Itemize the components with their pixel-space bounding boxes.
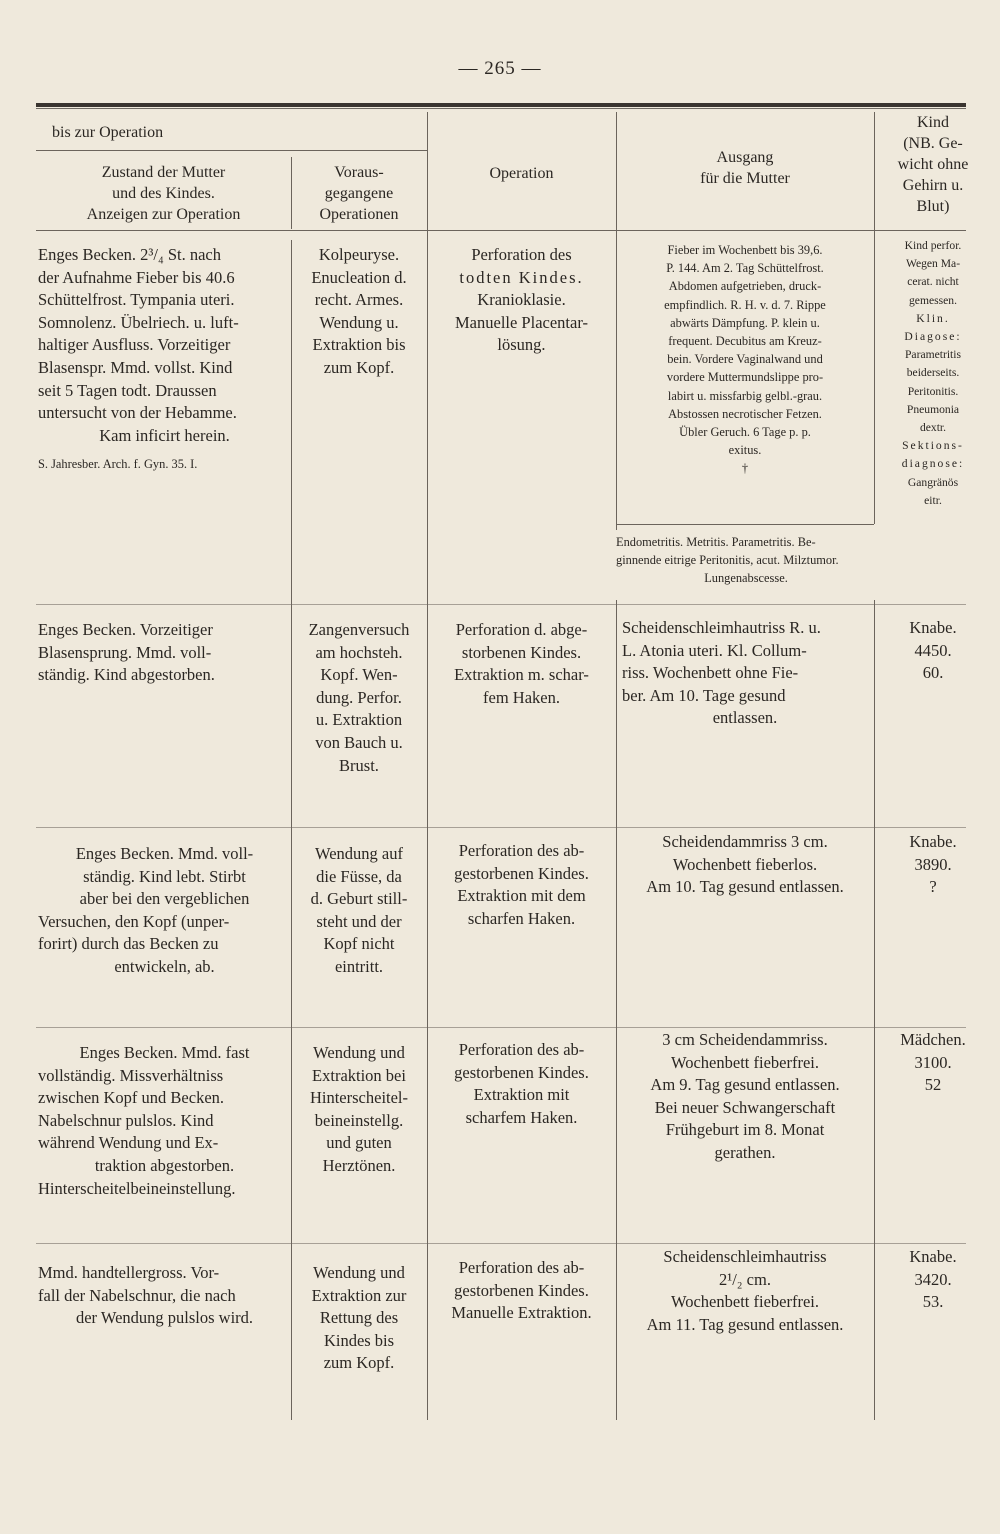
row1-operation bbox=[427, 244, 616, 357]
row1-death-cross: † bbox=[741, 461, 749, 476]
row1-outcome-line: Abdomen aufgetrieben, druck- bbox=[668, 279, 822, 294]
top-rule bbox=[36, 103, 966, 107]
row3-child-line: ? bbox=[929, 877, 937, 897]
row1-child-line: eitr. bbox=[924, 493, 942, 507]
row2-outcome-line: entlassen. bbox=[712, 708, 778, 728]
row1-prior-line: Kolpeuryse. bbox=[318, 245, 400, 264]
row1-child-line: Parametritis bbox=[904, 348, 962, 362]
row2-child-line: 4450. bbox=[914, 640, 952, 660]
row4-prior-line: beineinstellg. bbox=[314, 1110, 404, 1130]
header-col5-line: Blut) bbox=[916, 198, 950, 215]
row1-outcome-line: Abstossen necrotischer Fetzen. bbox=[668, 406, 822, 421]
row1-state-line: Kam inficirt herein. bbox=[99, 425, 230, 445]
row3-state-line: entwickeln, ab. bbox=[114, 956, 215, 976]
header-col4-line: Ausgang bbox=[716, 149, 774, 166]
row3-operation-line: gestorbenen Kindes. bbox=[454, 863, 589, 883]
row2-prior-line: am hochsteh. bbox=[315, 642, 403, 662]
row1-child-line: dextr. bbox=[919, 421, 947, 435]
row1-outcome-line: frequent. Decubitus am Kreuz- bbox=[668, 334, 822, 349]
row4-state-line: während Wendung und Ex- bbox=[38, 1133, 219, 1153]
row5-outcome-line: Am 11. Tag gesund entlassen. bbox=[646, 1314, 844, 1334]
row4-outcome-line: Frühgeburt im 8. Monat bbox=[665, 1120, 825, 1140]
row1-state-line: Blasenspr. Mmd. vollst. Kind bbox=[38, 357, 233, 377]
row1-state-line: der Aufnahme Fieber bis 40.6 bbox=[38, 267, 235, 287]
row4-state-line: Hinterscheitelbeineinstellung. bbox=[38, 1178, 236, 1198]
row1-outcome-line: bein. Vordere Vaginalwand und bbox=[667, 352, 823, 367]
row4-top-line bbox=[36, 1027, 966, 1028]
row1-state-reference: S. Jahresber. Arch. f. Gyn. 35. I. bbox=[38, 457, 198, 472]
row4-state-line: zwischen Kopf und Becken. bbox=[38, 1088, 225, 1108]
row1-operation-line: Manuelle Placentar- bbox=[455, 312, 588, 332]
row4-prior-line: Wendung und bbox=[313, 1043, 405, 1062]
row2-prior-line: u. Extraktion bbox=[315, 710, 403, 730]
row1-autopsy-line: Endometritis. Metritis. Parametritis. Be- bbox=[616, 535, 816, 549]
row3-prior-operations bbox=[291, 843, 427, 979]
row1-child-line: diagnose: bbox=[901, 457, 965, 471]
row3-state-line: Versuchen, den Kopf (unper- bbox=[38, 911, 230, 931]
row1-child-line: Gangränös bbox=[907, 475, 959, 489]
header-col1-line: Zustand der Mutter bbox=[101, 164, 226, 181]
row4-operation-line: Extraktion mit bbox=[473, 1085, 570, 1105]
row5-top-line bbox=[36, 1243, 966, 1244]
row3-operation-line: Perforation des ab- bbox=[458, 841, 585, 860]
row3-state-line: forirt) durch das Becken zu bbox=[38, 934, 219, 954]
row2-outcome-line: riss. Wochenbett ohne Fie- bbox=[622, 663, 799, 683]
row1-prior-operations bbox=[291, 244, 427, 380]
row2-prior-line: Kopf. Wen- bbox=[320, 665, 398, 685]
header-col4 bbox=[616, 147, 874, 189]
row1-child-line: Diagose: bbox=[904, 330, 962, 344]
row4-operation-line: Perforation des ab- bbox=[458, 1040, 585, 1059]
row2-prior-line: Brust. bbox=[339, 755, 379, 775]
header-col2 bbox=[291, 162, 427, 225]
row5-state-line: fall der Nabelschnur, die nach bbox=[38, 1285, 236, 1305]
row4-operation-line: gestorbenen Kindes. bbox=[454, 1062, 589, 1082]
row3-outcome bbox=[616, 831, 874, 899]
row1-outcome-line: P. 144. Am 2. Tag Schüttelfrost. bbox=[666, 261, 824, 276]
row1-outcome bbox=[616, 241, 874, 478]
row1-state-line: Somnolenz. Übelriech. u. luft- bbox=[38, 312, 239, 332]
row5-prior-line: Extraktion zur bbox=[311, 1285, 407, 1305]
row1-child-line: gemessen. bbox=[909, 293, 957, 307]
row5-child-line: Knabe. bbox=[909, 1247, 957, 1266]
row1-operation-line: todten Kindes. bbox=[459, 267, 584, 287]
row4-operation bbox=[427, 1039, 616, 1129]
row3-prior-line: Wendung auf bbox=[314, 844, 404, 863]
row1-outcome-line: Übler Geruch. 6 Tage p. p. bbox=[679, 425, 811, 440]
row2-prior-operations bbox=[291, 619, 427, 777]
row5-outcome bbox=[616, 1246, 874, 1336]
row1-outcome-line: empfindlich. R. H. v. d. 7. Rippe bbox=[664, 297, 826, 312]
row1-child-line: cerat. nicht bbox=[907, 275, 959, 289]
row4-child-line: 52 bbox=[924, 1075, 942, 1095]
row5-outcome-line: Scheidenschleimhautriss bbox=[663, 1247, 827, 1266]
header-col5-line: (NB. Ge- bbox=[903, 135, 963, 152]
row1-prior-line: Extraktion bis bbox=[312, 335, 406, 355]
row2-operation-line: Extraktion m. schar- bbox=[454, 665, 589, 685]
row4-state-line: traktion abgestorben. bbox=[94, 1155, 235, 1175]
header-bottom-line bbox=[36, 230, 966, 231]
row3-child-line: Knabe. bbox=[909, 832, 957, 851]
row3-state bbox=[38, 843, 291, 979]
row1-child-line: Pneumonia bbox=[906, 402, 960, 416]
header-col2-line: Voraus- bbox=[334, 164, 384, 181]
row2-operation bbox=[427, 619, 616, 709]
header-col1 bbox=[36, 162, 291, 225]
row5-prior-operations bbox=[291, 1262, 427, 1375]
row3-child-line: 3890. bbox=[914, 854, 952, 874]
header-col2-line: gegangene bbox=[324, 185, 394, 202]
row4-prior-operations bbox=[291, 1042, 427, 1178]
row2-state-line: ständig. Kind abgestorben. bbox=[38, 665, 215, 685]
row2-outcome-line: L. Atonia uteri. Kl. Collum- bbox=[622, 640, 807, 660]
row3-state-line: ständig. Kind lebt. Stirbt bbox=[83, 866, 246, 886]
row4-outcome-line: Wochenbett fieberfrei. bbox=[670, 1052, 819, 1072]
row5-child-line: 3420. bbox=[914, 1269, 952, 1289]
row1-state bbox=[38, 244, 291, 474]
header-col1-line: Anzeigen zur Operation bbox=[86, 206, 241, 223]
row3-outcome-line: Scheidendammriss 3 cm. bbox=[662, 832, 828, 851]
row5-state-line: Mmd. handtellergross. Vor- bbox=[38, 1263, 220, 1282]
row1-state-line: seit 5 Tagen todt. Draussen bbox=[38, 380, 217, 400]
row5-state-line: der Wendung pulslos wird. bbox=[75, 1308, 254, 1328]
row3-prior-line: d. Geburt still- bbox=[310, 889, 408, 909]
row2-prior-line: von Bauch u. bbox=[315, 732, 403, 752]
row5-child-line: 53. bbox=[922, 1292, 944, 1312]
row2-state bbox=[38, 619, 291, 687]
row2-child bbox=[874, 617, 992, 685]
row1-operation-line: Kranioklasie. bbox=[477, 290, 566, 310]
row2-state-line: Enges Becken. Vorzeitiger bbox=[38, 620, 213, 639]
row4-prior-line: Hinterscheitel- bbox=[309, 1088, 409, 1108]
row3-prior-line: eintritt. bbox=[334, 956, 384, 976]
row5-operation bbox=[427, 1257, 616, 1325]
row5-state bbox=[38, 1262, 291, 1330]
row1-outcome-line: abwärts Dämpfung. P. klein u. bbox=[670, 315, 820, 330]
row1-child-line: Sektions- bbox=[902, 439, 964, 453]
row1-outcome-line: vordere Muttermundslippe pro- bbox=[666, 370, 824, 385]
page-number: — 265 — bbox=[458, 58, 542, 79]
header-col5 bbox=[874, 112, 992, 217]
row5-outcome-line: 2¹/₂ cm. bbox=[719, 1269, 771, 1289]
row5-operation-line: Manuelle Extraktion. bbox=[451, 1303, 592, 1323]
row1-child-line: Peritonitis. bbox=[907, 384, 959, 398]
row4-state-line: Nabelschnur pulslos. Kind bbox=[38, 1110, 214, 1130]
row1-prior-line: zum Kopf. bbox=[323, 357, 395, 377]
row2-operation-line: storbenen Kindes. bbox=[461, 642, 582, 662]
row4-child bbox=[874, 1029, 992, 1097]
row3-prior-line: steht und der bbox=[316, 911, 402, 931]
row2-prior-line: dung. Perfor. bbox=[316, 687, 402, 707]
header-group-label: bis zur Operation bbox=[52, 124, 164, 141]
row5-prior-line: Rettung des bbox=[319, 1308, 399, 1328]
row1-prior-line: recht. Armes. bbox=[314, 290, 404, 310]
row2-operation-line: Perforation d. abge- bbox=[455, 620, 588, 639]
row1-state-line: Schüttelfrost. Tympania uteri. bbox=[38, 290, 235, 310]
row3-prior-line: Kopf nicht bbox=[323, 934, 395, 954]
row1-outcome-line: Fieber im Wochenbett bis 39,6. bbox=[667, 243, 823, 257]
row3-operation-line: scharfen Haken. bbox=[467, 908, 576, 928]
row1-prior-line: Enucleation d. bbox=[311, 267, 407, 287]
row2-child-line: Knabe. bbox=[909, 618, 957, 637]
row3-operation-line: Extraktion mit dem bbox=[457, 886, 586, 906]
header-col5-line: Gehirn u. bbox=[902, 177, 964, 194]
top-rule-thin bbox=[36, 108, 966, 109]
row4-operation-line: scharfem Haken. bbox=[465, 1107, 578, 1127]
row4-child-line: 3100. bbox=[914, 1052, 952, 1072]
header-col1-line: und des Kindes. bbox=[112, 185, 215, 202]
header-col2-line: Operationen bbox=[319, 206, 399, 223]
row3-outcome-line: Wochenbett fieberlos. bbox=[672, 854, 818, 874]
row1-state-line: Enges Becken. 2³/₄ St. nach bbox=[38, 245, 221, 264]
row1-child-line: Wegen Ma- bbox=[905, 257, 961, 271]
row5-child bbox=[874, 1246, 992, 1314]
row3-outcome-line: Am 10. Tag gesund entlassen. bbox=[646, 877, 844, 897]
row3-state-line: aber bei den vergeblichen bbox=[79, 889, 250, 909]
row4-outcome-line: 3 cm Scheidendammriss. bbox=[662, 1030, 828, 1049]
row4-state bbox=[38, 1042, 291, 1200]
row1-child bbox=[874, 237, 992, 510]
row3-state-line: Enges Becken. Mmd. voll- bbox=[75, 844, 254, 863]
row4-prior-line: und guten bbox=[326, 1133, 392, 1153]
row1-child-line: Klin. bbox=[916, 311, 950, 325]
header-col3: Operation bbox=[489, 165, 554, 182]
autopsy-separator bbox=[616, 524, 874, 525]
row4-outcome-line: gerathen. bbox=[714, 1142, 776, 1162]
header-col5-line: wicht ohne bbox=[897, 156, 969, 173]
row5-operation-line: Perforation des ab- bbox=[458, 1258, 585, 1277]
row5-prior-line: Wendung und bbox=[313, 1263, 405, 1282]
row2-outcome bbox=[616, 617, 874, 730]
row2-operation-line: fem Haken. bbox=[483, 687, 560, 707]
row4-outcome-line: Bei neuer Schwangerschaft bbox=[654, 1097, 836, 1117]
row1-prior-line: Wendung u. bbox=[319, 312, 399, 332]
header-col5-line: Kind bbox=[917, 114, 949, 131]
row1-operation-line: lösung. bbox=[497, 335, 546, 355]
row1-state-line: haltiger Ausfluss. Vorzeitiger bbox=[38, 335, 231, 355]
row5-prior-line: Kindes bis bbox=[323, 1330, 395, 1350]
row4-state-line: Enges Becken. Mmd. fast bbox=[79, 1043, 250, 1062]
group-label-underline bbox=[36, 150, 427, 151]
row2-state-line: Blasensprung. Mmd. voll- bbox=[38, 642, 212, 662]
row4-state-line: vollständig. Missverhältniss bbox=[38, 1065, 224, 1085]
row1-autopsy-findings bbox=[616, 533, 976, 588]
row3-top-line bbox=[36, 827, 966, 828]
row4-outcome bbox=[616, 1029, 874, 1165]
row4-child-line: Mädchen. bbox=[900, 1030, 966, 1049]
row2-outcome-line: ber. Am 10. Tage gesund bbox=[622, 685, 786, 705]
row1-outcome-line: labirt u. missfarbig gelbl.-grau. bbox=[667, 388, 823, 403]
header-col4-line: für die Mutter bbox=[700, 170, 790, 187]
row1-operation-line: Perforation des bbox=[471, 245, 572, 264]
row1-child-line: Kind perfor. bbox=[904, 239, 962, 252]
row2-child-line: 60. bbox=[922, 663, 944, 683]
row5-outcome-line: Wochenbett fieberfrei. bbox=[670, 1292, 819, 1312]
row1-outcome-line: exitus. bbox=[728, 443, 762, 458]
row4-prior-line: Extraktion bei bbox=[312, 1065, 406, 1085]
row3-prior-line: die Füsse, da bbox=[316, 866, 402, 886]
row5-prior-line: zum Kopf. bbox=[323, 1353, 395, 1373]
row2-top-line bbox=[36, 604, 966, 605]
row2-outcome-line: Scheidenschleimhautriss R. u. bbox=[622, 618, 821, 637]
row1-autopsy-line: Lungenabscesse. bbox=[704, 571, 788, 586]
row1-child-line: beiderseits. bbox=[906, 366, 960, 380]
row4-outcome-line: Am 9. Tag gesund entlassen. bbox=[650, 1075, 840, 1095]
row3-operation bbox=[427, 840, 616, 930]
row4-prior-line: Herztönen. bbox=[322, 1155, 396, 1175]
row1-autopsy-line: ginnende eitrige Peritonitis, acut. Milztumor. bbox=[616, 553, 839, 568]
row3-child bbox=[874, 831, 992, 899]
row2-prior-line: Zangenversuch bbox=[308, 620, 410, 639]
row1-state-line: untersucht von der Hebamme. bbox=[38, 403, 237, 423]
row5-operation-line: gestorbenen Kindes. bbox=[454, 1280, 589, 1300]
